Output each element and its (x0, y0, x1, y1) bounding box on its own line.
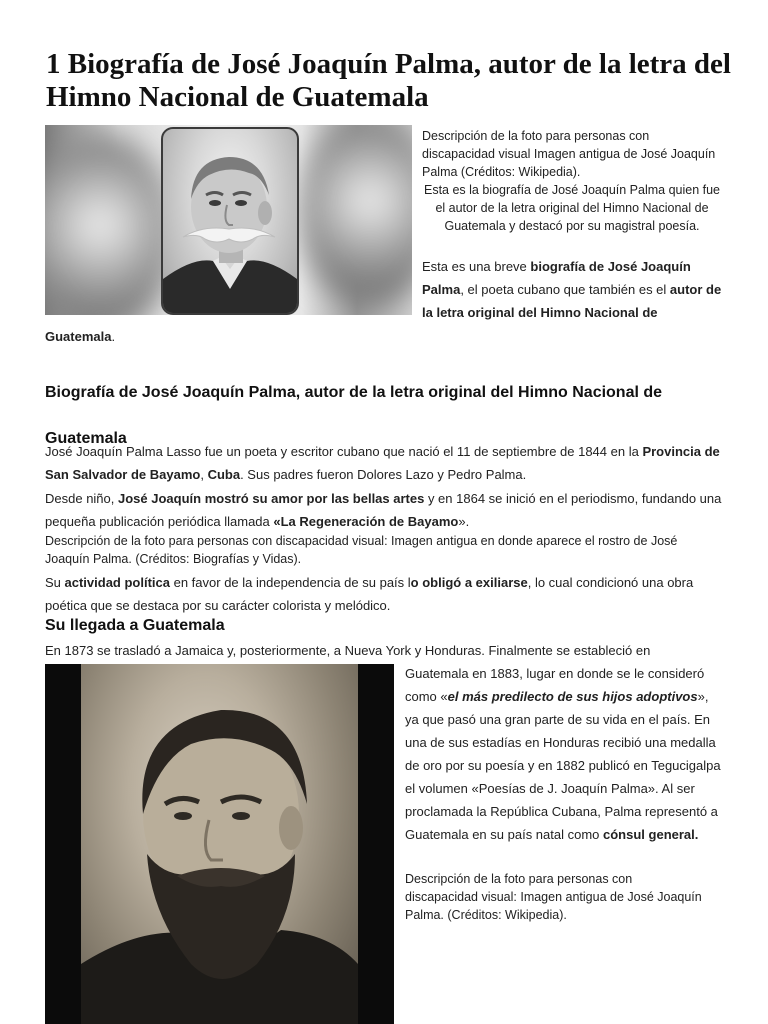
page-title: 1 Biografía de José Joaquín Palma, autor de la letra del Himno Nacional de Guatemala (46, 48, 731, 113)
photo-caption-3: Descripción de la foto para personas con discapacidad visual: Imagen antigua de José Joaquín Palma. (Créditos: Wikipedia). (405, 872, 702, 922)
paragraph-birth: José Joaquín Palma Lasso fue un poeta y escritor cubano que nació el 11 de septiembre de 1844 en la Provincia de San Salvador de Bayamo, Cuba. Sus padres fueron Dolores Lazo y Pedro Palma. (45, 444, 720, 482)
intro-paragraph: Esta es una breve biografía de José Joaquín Palma, el poeta cubano que también es el autor de la letra original del Himno Nacional de (422, 259, 722, 320)
paragraph-politics: Su actividad política en favor de la independencia de su país lo obligó a exiliarse, lo cual condicionó una obra poética que se destaca por su carácter colorista y melódico. (45, 575, 694, 613)
paragraph-arts: Desde niño, José Joaquín mostró su amor por las bellas artes y en 1864 se inició en el periodismo, fundando una pequeña publicación periódica llamada «La Regeneración de Bayamo». (45, 491, 722, 529)
section-heading-biografia: Biografía de José Joaquín Palma, autor de la letra original del Himno Nacional de Guatemala (45, 384, 663, 447)
intro-paragraph-end: Guatemala. (45, 329, 116, 344)
portrait-photo-palma-young (45, 664, 394, 1024)
framed-portrait (161, 127, 299, 315)
photo-caption-intro: Esta es la biografía de José Joaquín Palma quien fue el autor de la letra original del Himno Nacional de Guatemala y destacó por su magistral poesía. (423, 183, 721, 233)
photo-caption: Descripción de la foto para personas con discapacidad visual Imagen antigua de José Joaquín Palma (Créditos: Wikipedia). (422, 129, 716, 179)
paragraph-travels: En 1873 se trasladó a Jamaica y, posteriormente, a Nueva York y Honduras. Finalmente se estableció en (45, 643, 651, 658)
portrait-photo-palma-elderly (45, 125, 412, 315)
paragraph-guatemala: Guatemala en 1883, lugar en donde se le consideró como «el más predilecto de sus hijos adoptivos», ya que pasó una gran parte de su vida en el país. En una de sus estadías en Honduras recibió una medalla de oro por su poesía y en 1882 publicó en Tegucigalpa el volumen «Poesías de J. Joaquín Palma». Al ser proclamada la República Cubana, Palma representó a Guatemala en su país natal como cónsul general. (405, 666, 721, 842)
photo-caption-2: Descripción de la foto para personas con discapacidad visual: Imagen antigua en donde aparece el rostro de José Joaquín Palma. (Créditos: Biografías y Vidas). (45, 534, 678, 566)
section-heading-guatemala: Su llegada a Guatemala (45, 617, 225, 634)
